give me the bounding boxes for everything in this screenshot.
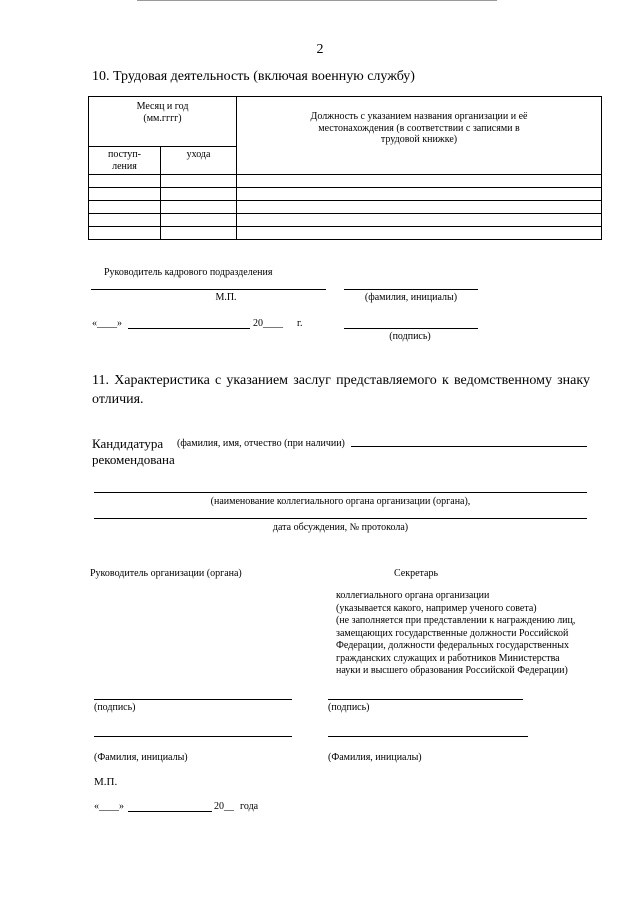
cell-end[interactable] — [161, 188, 237, 201]
hr-name-caption: (фамилия, инициалы) — [364, 292, 458, 303]
candidacy-label: Кандидатура — [92, 436, 164, 451]
secretary-line: замещающих государственные должности Российской — [336, 627, 569, 639]
page-number: 2 — [316, 42, 324, 57]
hr-name-line[interactable] — [344, 289, 478, 290]
secretary-description — [336, 590, 575, 678]
hr-sign-line[interactable] — [344, 328, 478, 329]
discussion-date-line[interactable] — [94, 518, 587, 519]
col-start-header: поступ-ления — [89, 147, 161, 175]
cell-start[interactable] — [89, 201, 161, 214]
secretary-line: гражданских служащих и работников Министерства — [336, 652, 560, 664]
candidacy-label-note: (фамилия, имя, отчество (при наличии) — [177, 438, 345, 449]
cell-start[interactable] — [89, 214, 161, 227]
secretary-line: коллегиального органа организации — [336, 590, 490, 601]
hr-date-open: «____» — [92, 318, 122, 329]
table-row — [89, 201, 602, 214]
hr-year-suffix: г. — [297, 318, 303, 329]
hr-head-label: Руководитель кадрового подразделения — [104, 267, 273, 278]
cell-position[interactable] — [237, 227, 602, 240]
cell-position[interactable] — [237, 188, 602, 201]
cell-start[interactable] — [89, 175, 161, 188]
cell-end[interactable] — [161, 175, 237, 188]
hr-signature-line[interactable] — [91, 289, 326, 290]
section-10-title: 10. Трудовая деятельность (включая военную службу) — [92, 69, 415, 84]
head-sign-caption: (подпись) — [94, 702, 136, 713]
cell-position[interactable] — [237, 175, 602, 188]
secretary-sign-caption: (подпись) — [328, 702, 370, 713]
secretary-name-caption: (Фамилия, инициалы) — [328, 752, 422, 763]
stamp-mp-label: М.П. — [94, 776, 118, 788]
final-year: 20__ — [214, 801, 234, 812]
hr-date-month-line[interactable] — [128, 328, 250, 329]
collegial-body-line[interactable] — [94, 492, 587, 493]
final-year-word: года — [240, 801, 259, 812]
cell-end[interactable] — [161, 214, 237, 227]
cell-start[interactable] — [89, 188, 161, 201]
recommended-label: рекомендована — [92, 452, 175, 467]
cell-position[interactable] — [237, 201, 602, 214]
head-sign-line[interactable] — [94, 699, 292, 700]
candidate-name-line[interactable] — [351, 446, 587, 447]
secretary-line: Федерации, должности федеральных государственных — [336, 640, 569, 651]
secretary-line: (указывается какого, например ученого совета) — [336, 602, 537, 614]
final-date-open: «____» — [94, 801, 124, 812]
secretary-title: Секретарь — [393, 568, 439, 579]
employment-table — [88, 96, 602, 240]
hr-year-prefix: 20____ — [253, 318, 283, 329]
position-header: Должность с указанием названия организации и её местонахождения (в соответствии с записями в трудовой книжке) — [237, 97, 602, 175]
table-row — [89, 188, 602, 201]
final-date-month-line[interactable] — [128, 811, 212, 812]
section-11-title: 11. Характеристика с указанием заслуг представляемого к ведомственному знаку отличия. — [92, 373, 590, 407]
hr-mp-label: М.П. — [215, 292, 237, 303]
cell-end[interactable] — [161, 227, 237, 240]
table-row — [89, 214, 602, 227]
secretary-name-line[interactable] — [328, 736, 528, 737]
head-name-caption: (Фамилия, инициалы) — [94, 752, 188, 763]
date-header: Месяц и год (мм.гггг) — [89, 97, 237, 147]
secretary-sign-line[interactable] — [328, 699, 523, 700]
secretary-line: (не заполняется при представлении к награждению лиц, — [336, 615, 576, 626]
table-row — [89, 227, 602, 240]
top-border-line — [137, 0, 497, 1]
table-row — [89, 175, 602, 188]
head-name-line[interactable] — [94, 736, 292, 737]
secretary-line: науки и высшего образования Российской Федерации) — [336, 665, 568, 676]
col-end-header: ухода — [161, 147, 237, 175]
discussion-date-caption: дата обсуждения, № протокола) — [272, 522, 409, 533]
cell-position[interactable] — [237, 214, 602, 227]
head-label: Руководитель организации (органа) — [90, 568, 242, 579]
collegial-body-caption: (наименование коллегиального органа организации (органа), — [210, 496, 471, 507]
cell-end[interactable] — [161, 201, 237, 214]
cell-start[interactable] — [89, 227, 161, 240]
hr-sign-caption: (подпись) — [389, 331, 431, 342]
